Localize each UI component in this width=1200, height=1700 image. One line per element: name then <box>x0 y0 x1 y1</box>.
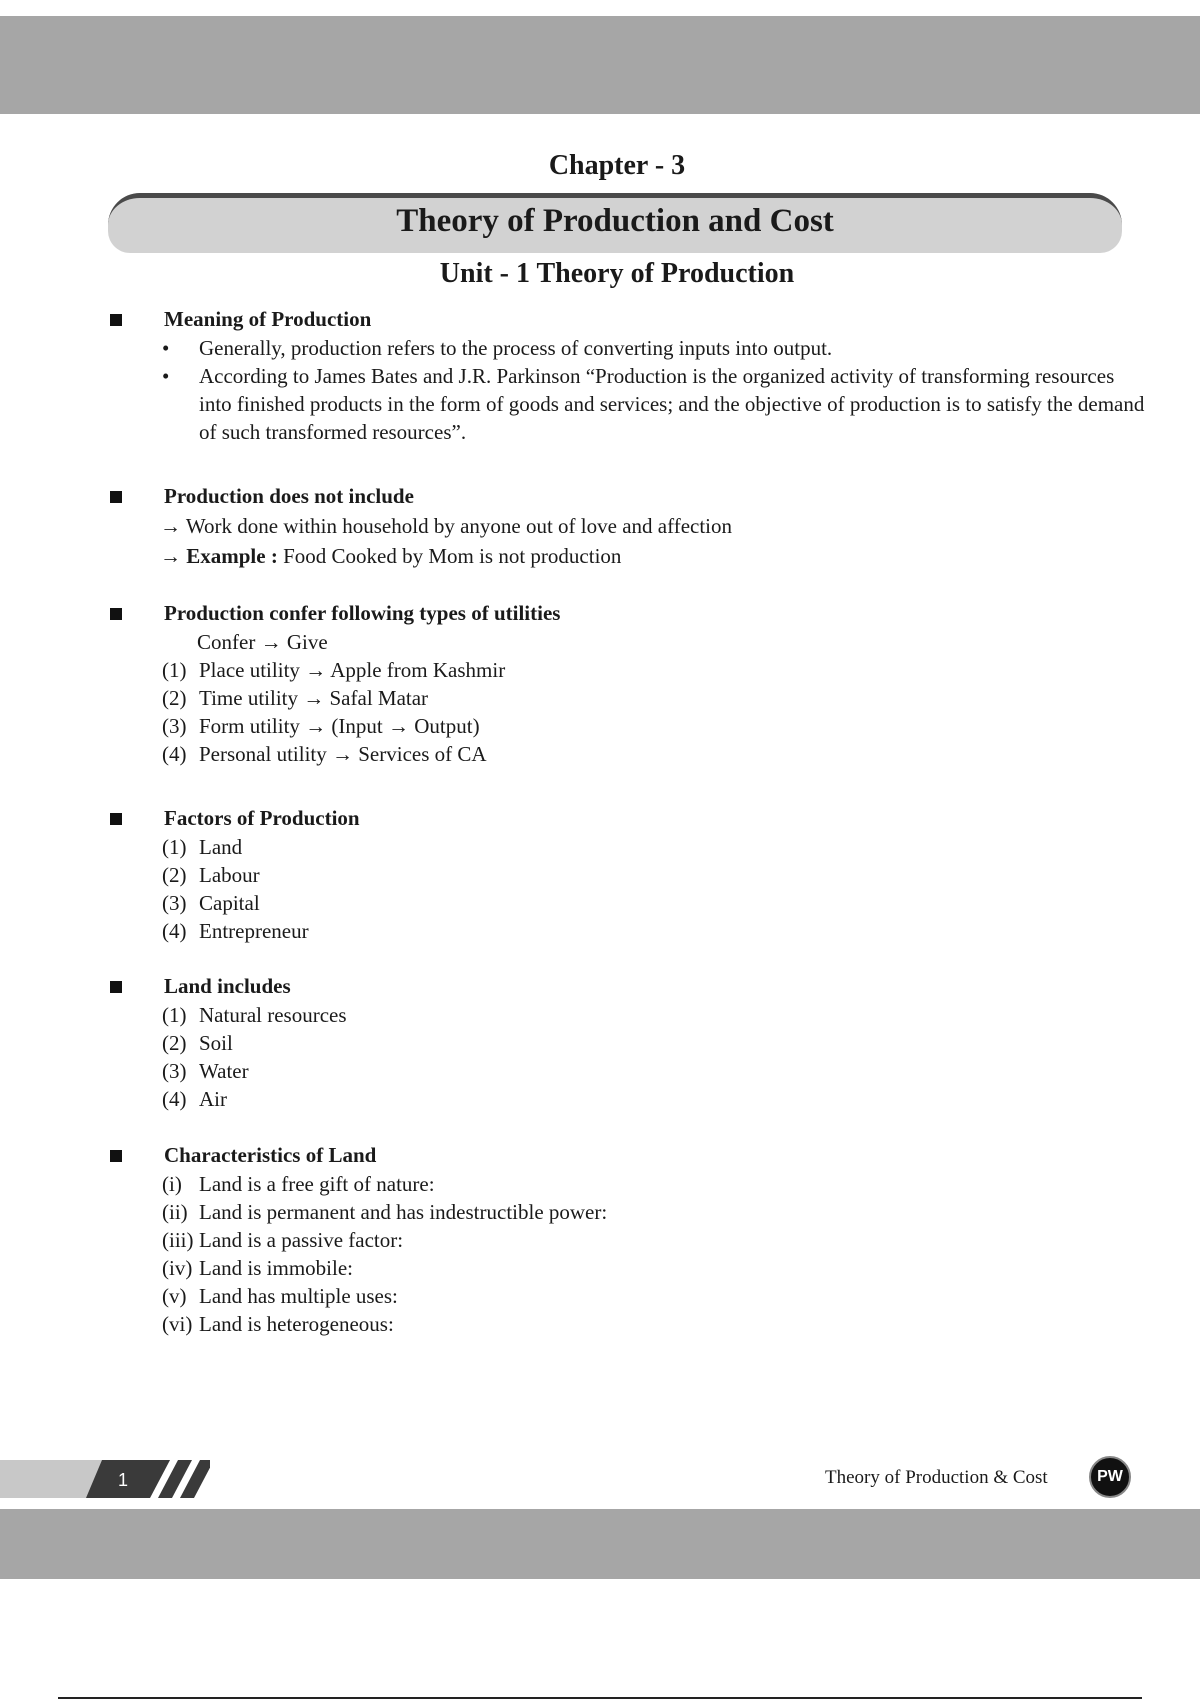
confer-note: Confer → Give <box>197 630 328 654</box>
list-item: (2) Labour <box>162 863 260 887</box>
list-item: (i) Land is a free gift of nature: <box>162 1172 435 1196</box>
section-factors <box>110 803 1150 945</box>
unit-heading: Unit - 1 Theory of Production <box>439 258 795 289</box>
section-not-include <box>110 481 1150 571</box>
bullet-dot-icon: • <box>162 364 170 388</box>
chapter-title-banner: Theory of Production and Cost <box>108 193 1122 253</box>
list-item: (2) Soil <box>162 1031 233 1055</box>
section-heading: Production confer following types of utilities <box>110 598 1150 628</box>
bullet-item: • Generally, production refers to the process of converting inputs into output. <box>162 336 833 360</box>
list-item: (iii) Land is a passive factor: <box>162 1228 404 1252</box>
square-bullet-icon <box>110 981 122 993</box>
list-item: (1) Place utility → Apple from Kashmir <box>162 658 506 682</box>
bottom-rule <box>58 1697 1142 1699</box>
section-heading: Production does not include <box>110 481 1150 511</box>
example-line: → Example : Food Cooked by Mom is not production <box>160 544 622 568</box>
square-bullet-icon <box>110 813 122 825</box>
bullet-item: • According to James Bates and J.R. Parkinson “Production is the organized activity of transforming resources into finished products in the form of goods and services; and the objective of production is to satisfy the demand of such transformed resources”. <box>162 364 1145 444</box>
list-item: (vi) Land is heterogeneous: <box>162 1312 394 1336</box>
bullet-dot-icon: • <box>162 336 170 360</box>
section-characteristics <box>110 1140 1150 1338</box>
section-heading: Meaning of Production <box>110 304 1150 334</box>
section-meaning <box>110 304 1150 446</box>
list-item: (3) Capital <box>162 891 260 915</box>
list-item: (v) Land has multiple uses: <box>162 1284 398 1308</box>
list-item: (iv) Land is immobile: <box>162 1256 353 1280</box>
bottom-gray-band <box>0 1509 1200 1579</box>
list-item: (4) Entrepreneur <box>162 919 309 943</box>
list-item: (1) Land <box>162 835 243 859</box>
page-number-tab <box>0 1460 210 1498</box>
arrow-icon: → <box>160 544 181 568</box>
page-number: 1 <box>117 1470 129 1490</box>
list-item: (3) Water <box>162 1059 249 1083</box>
square-bullet-icon <box>110 314 122 326</box>
list-item: (ii) Land is permanent and has indestructible power: <box>162 1200 608 1224</box>
section-heading: Characteristics of Land <box>110 1140 1150 1170</box>
chapter-label: Chapter - 3 <box>548 150 686 181</box>
example-label: Example : <box>186 544 278 568</box>
arrow-line: → Work done within household by anyone out of love and affection <box>160 514 733 538</box>
list-item: (4) Personal utility → Services of CA <box>162 742 487 766</box>
list-item: (3) Form utility → (Input → Output) <box>162 714 480 738</box>
square-bullet-icon <box>110 1150 122 1162</box>
footer-title: Theory of Production & Cost <box>825 1467 1048 1488</box>
section-land <box>110 971 1150 1113</box>
list-item: (2) Time utility → Safal Matar <box>162 686 429 710</box>
list-item: (1) Natural resources <box>162 1003 347 1027</box>
section-heading: Land includes <box>110 971 1150 1001</box>
section-utilities <box>110 598 1150 768</box>
arrow-icon: → <box>160 514 181 538</box>
square-bullet-icon <box>110 491 122 503</box>
list-item: (4) Air <box>162 1087 227 1111</box>
section-heading: Factors of Production <box>110 803 1150 833</box>
square-bullet-icon <box>110 608 122 620</box>
pw-logo-icon: PW <box>1089 1456 1131 1498</box>
top-gray-band <box>0 16 1200 114</box>
